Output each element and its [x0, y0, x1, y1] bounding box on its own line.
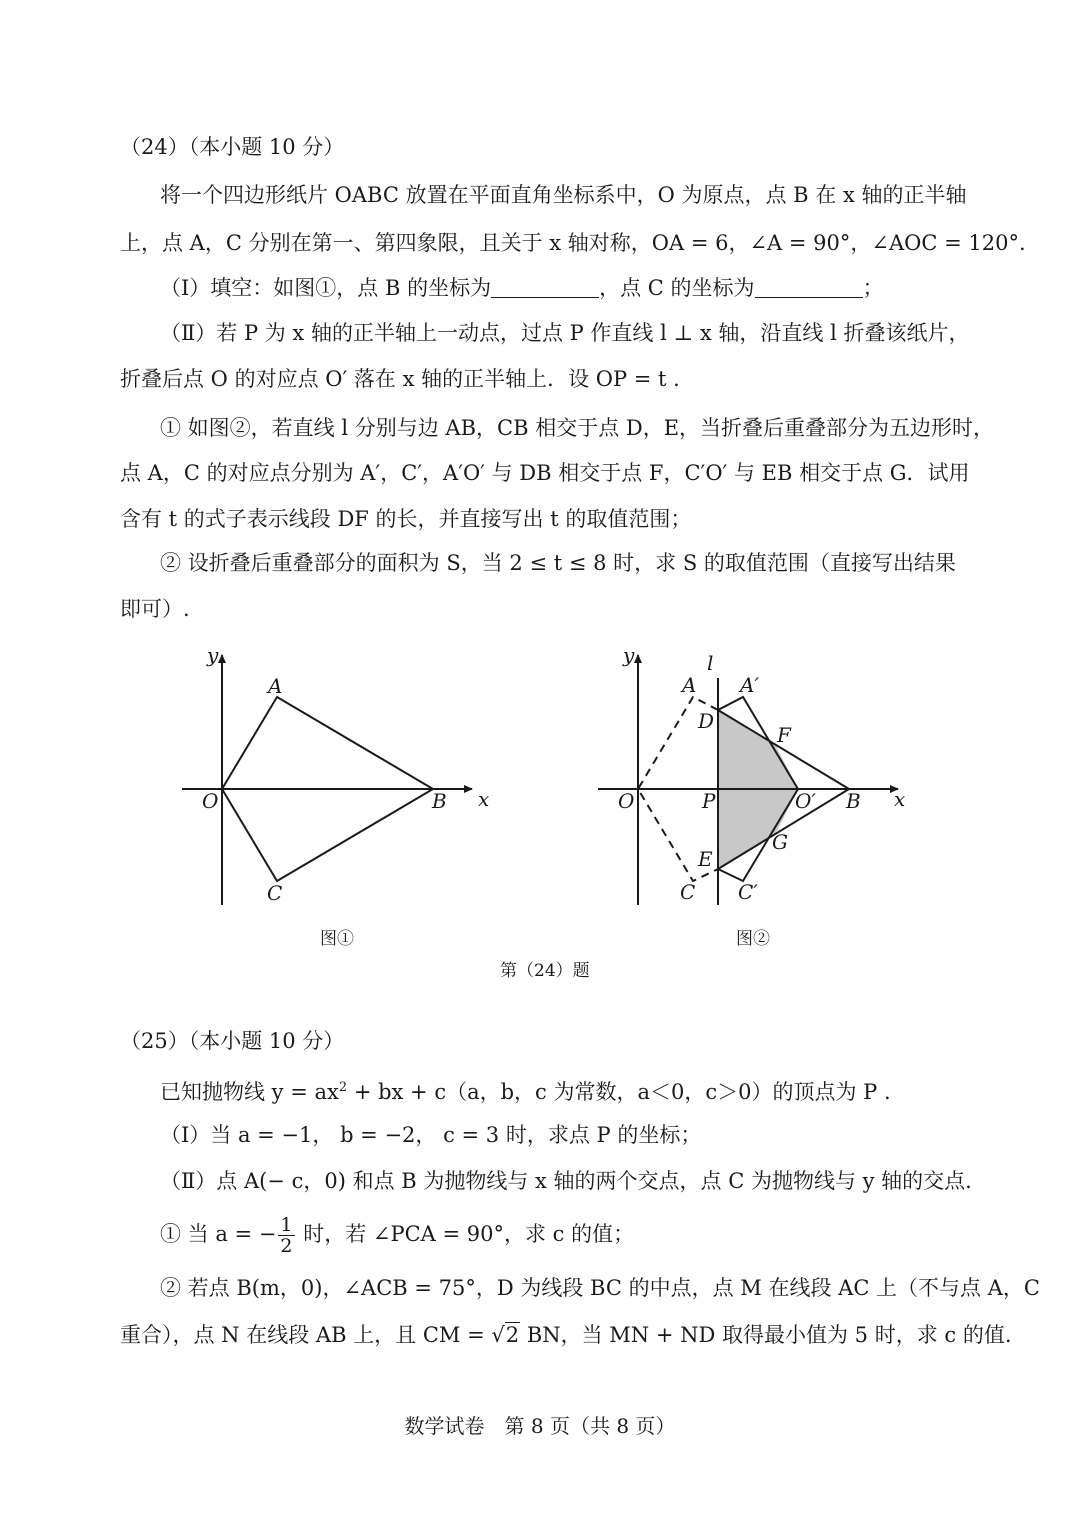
- q24-sub2-line2: 即可）.: [120, 597, 190, 621]
- fig1-label-a: A: [268, 674, 283, 698]
- q24-stem-line2: 上，点 A，C 分别在第一、第四象限，且关于 x 轴对称，OA = 6，∠A = 90°，∠AOC = 120°.: [120, 231, 1026, 255]
- fig2-label-c: C: [680, 880, 696, 904]
- q25-stem-exponent: 2: [338, 1080, 348, 1095]
- fraction-one-half: [278, 1215, 294, 1256]
- figure1-caption: 图①: [320, 929, 354, 949]
- fig2-label-f: F: [777, 723, 791, 747]
- figure2-caption: 图②: [736, 929, 770, 949]
- figure-title: 第（24）题: [500, 961, 590, 981]
- q24-part1: [160, 273, 980, 303]
- q25-header: （25）（本小题 10 分）: [120, 1029, 345, 1053]
- q24-figures: [0, 640, 1080, 980]
- fig2-label-b: B: [846, 789, 861, 813]
- q24-part1-text-b: ，点 C 的坐标为: [599, 276, 755, 300]
- fig2-label-g: G: [772, 830, 788, 854]
- q25-part2: （Ⅱ）点 A(− c，0) 和点 B 为抛物线与 x 轴的两个交点，点 C 为抛物线与 y 轴的交点.: [160, 1169, 972, 1193]
- q25-sub1-a: ① 当 a = −: [160, 1222, 277, 1246]
- q24-sub2-line1: ② 设折叠后重叠部分的面积为 S，当 2 ≤ t ≤ 8 时，求 S 的取值范围（直接写出结果: [160, 551, 956, 575]
- q24-sub1-line2: 点 A，C 的对应点分别为 A′，C′，A′O′ 与 DB 相交于点 F，C′O′ 与 EB 相交于点 G．试用: [120, 461, 970, 485]
- fig2-label-l: l: [707, 651, 714, 675]
- fig2-label-a-prime: A′: [740, 673, 759, 697]
- fig2-label-o-prime: O′: [795, 789, 816, 813]
- fig1-label-c: C: [267, 881, 283, 905]
- fig1-label-o: O: [202, 789, 219, 813]
- q24-header: （24）（本小题 10 分）: [120, 135, 345, 159]
- q24-part1-text-c: ；: [862, 276, 884, 300]
- answer-blank-b: [491, 277, 599, 298]
- fig2-label-p: P: [702, 789, 716, 813]
- figure1: [182, 655, 472, 905]
- q24-part1-text-a: （Ⅰ）填空：如图①，点 B 的坐标为: [160, 276, 492, 300]
- fig1-label-b: B: [432, 789, 447, 813]
- fraction-denominator: 2: [280, 1235, 293, 1257]
- q25-sub2-line2-b: BN，当 MN + ND 取得最小值为 5 时，求 c 的值.: [520, 1323, 1012, 1347]
- page-footer: 数学试卷 第 8 页（共 8 页）: [404, 1414, 676, 1438]
- q25-sub1-b: 时，若 ∠PCA = 90°，求 c 的值；: [296, 1222, 635, 1246]
- fig2-label-c-prime: C′: [738, 880, 758, 904]
- q25-stem-b: + bx + c（a，b，c 为常数，a＜0，c＞0）的顶点为 P .: [347, 1080, 891, 1104]
- fig2-label-o: O: [618, 789, 635, 813]
- q25-sub2-line1: ② 若点 B(m，0)，∠ACB = 75°，D 为线段 BC 的中点，点 M 在线段 AC 上（不与点 A，C: [160, 1276, 1040, 1300]
- q25-stem: [160, 1073, 980, 1107]
- q25-part1: （Ⅰ）当 a = −1， b = −2， c = 3 时，求点 P 的坐标；: [160, 1123, 702, 1147]
- q24-sub1-line3: 含有 t 的式子表示线段 DF 的长，并直接写出 t 的取值范围；: [120, 507, 692, 531]
- fig1-label-y: y: [207, 643, 219, 667]
- sqrt-sign: √: [491, 1323, 505, 1347]
- q24-part2-line2: 折叠后点 O 的对应点 O′ 落在 x 轴的正半轴上．设 OP = t .: [120, 367, 680, 391]
- q24-part2-line1: （Ⅱ）若 P 为 x 轴的正半轴上一动点，过点 P 作直线 l ⊥ x 轴，沿直线 l 折叠该纸片，: [160, 321, 970, 345]
- q25-sub2-line2-a: 重合），点 N 在线段 AB 上，且 CM =: [120, 1323, 492, 1347]
- fig2-label-e: E: [698, 847, 713, 871]
- q25-sub1: [160, 1215, 980, 1256]
- q25-stem-a: 已知抛物线 y = ax: [160, 1080, 339, 1104]
- q25-sub2-line2: [120, 1320, 1012, 1350]
- fig2-label-a: A: [682, 673, 697, 697]
- sqrt-argument: 2: [505, 1323, 520, 1347]
- fig1-label-x: x: [478, 787, 490, 811]
- fig2-label-x: x: [894, 787, 906, 811]
- fig2-label-y: y: [623, 643, 635, 667]
- q24-sub1-line1: ① 如图②，若直线 l 分别与边 AB，CB 相交于点 D，E，当折叠后重叠部分为五边形时，: [160, 416, 995, 440]
- q24-stem-line1: 将一个四边形纸片 OABC 放置在平面直角坐标系中，O 为原点，点 B 在 x 轴的正半轴: [160, 183, 967, 207]
- fraction-numerator: 1: [280, 1214, 293, 1236]
- fig2-label-d: D: [698, 709, 715, 733]
- answer-blank-c: [755, 277, 863, 298]
